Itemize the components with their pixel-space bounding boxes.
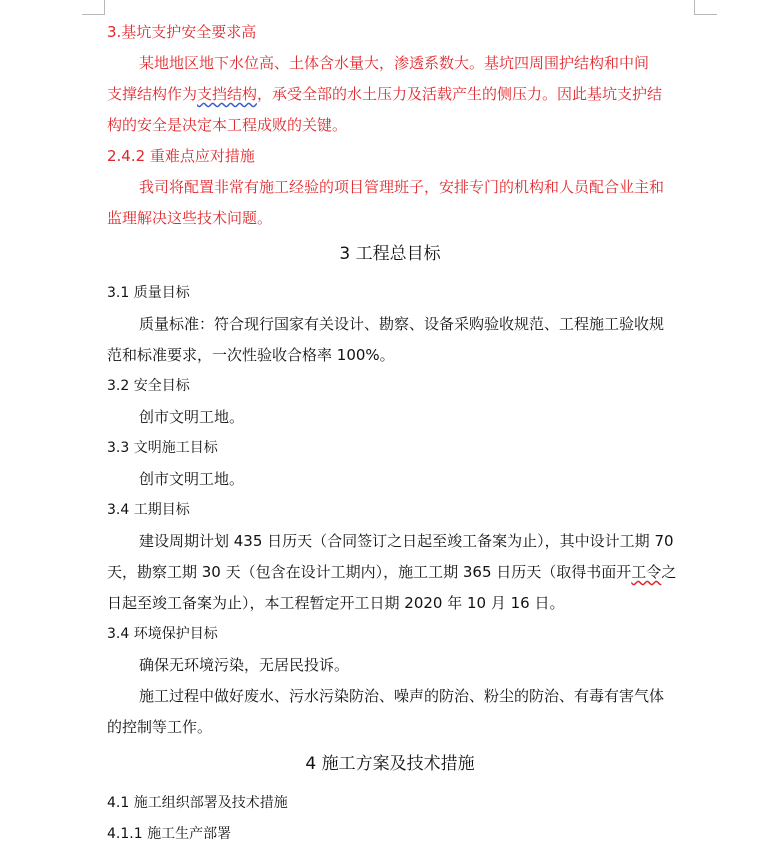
margin-corner-mark-right bbox=[694, 0, 717, 15]
paragraph-line: 建设周期计划 435 日历天（合同签订之日起至竣工备案为止），其中设计工期 70 bbox=[139, 532, 674, 550]
paragraph-line: 质量标准：符合现行国家有关设计、勘察、设备采购验收规范、工程施工验收规 bbox=[139, 315, 665, 333]
paragraph-line: 范和标准要求，一次性验收合格率 100%。 bbox=[107, 346, 395, 364]
section-heading: 3.4 环境保护目标 bbox=[107, 626, 218, 642]
section-heading: 3.基坑支护安全要求高 bbox=[107, 23, 257, 41]
section-heading: 3.1 质量目标 bbox=[107, 285, 190, 301]
section-heading: 4.1 施工组织部署及技术措施 bbox=[107, 795, 288, 811]
paragraph-line: 日起至竣工备案为止），本工程暂定开工日期 2020 年 10 月 16 日。 bbox=[107, 594, 565, 612]
paragraph-line: 的控制等工作。 bbox=[107, 718, 213, 736]
paragraph-line bbox=[107, 562, 697, 582]
paragraph-line: 确保无环境污染，无居民投诉。 bbox=[139, 656, 350, 674]
grammar-flagged-text[interactable]: 支挡结构 bbox=[197, 85, 258, 103]
paragraph-line: 创市文明工地。 bbox=[139, 470, 245, 488]
spelling-flagged-text[interactable]: 工令 bbox=[631, 563, 662, 581]
paragraph-line bbox=[107, 84, 697, 104]
paragraph-line: 施工过程中做好废水、污水污染防治、噪声的防治、粉尘的防治、有毒有害气体 bbox=[139, 687, 665, 705]
text-run: 天，勘察工期 30 天（包含在设计工期内），施工工期 365 日历天（取得书面开 bbox=[107, 563, 632, 581]
section-heading: 2.4.2 重难点应对措施 bbox=[107, 147, 255, 165]
chapter-title: 4 施工方案及技术措施 bbox=[305, 754, 475, 774]
section-heading: 3.3 文明施工目标 bbox=[107, 440, 218, 456]
paragraph-line: 创市文明工地。 bbox=[139, 408, 245, 426]
paragraph-line: 构的安全是决定本工程成败的关键。 bbox=[107, 116, 348, 134]
section-heading: 3.4 工期目标 bbox=[107, 502, 190, 518]
text-run: ，承受全部的水土压力及活载产生的侧压力。因此基坑支护结 bbox=[257, 85, 663, 103]
section-heading: 4.1.1 施工生产部署 bbox=[107, 826, 232, 842]
paragraph-line: 监理解决这些技术问题。 bbox=[107, 209, 273, 227]
paragraph-line: 我司将配置非常有施工经验的项目管理班子，安排专门的机构和人员配合业主和 bbox=[139, 178, 665, 196]
text-run: 之 bbox=[661, 563, 677, 581]
section-heading: 3.2 安全目标 bbox=[107, 378, 190, 394]
margin-corner-mark-left bbox=[82, 0, 105, 15]
paragraph-line: 某地地区地下水位高、土体含水量大，渗透系数大。基坑四周围护结构和中间 bbox=[139, 54, 650, 72]
chapter-title: 3 工程总目标 bbox=[339, 244, 441, 264]
text-run: 支撑结构作为 bbox=[107, 85, 198, 103]
